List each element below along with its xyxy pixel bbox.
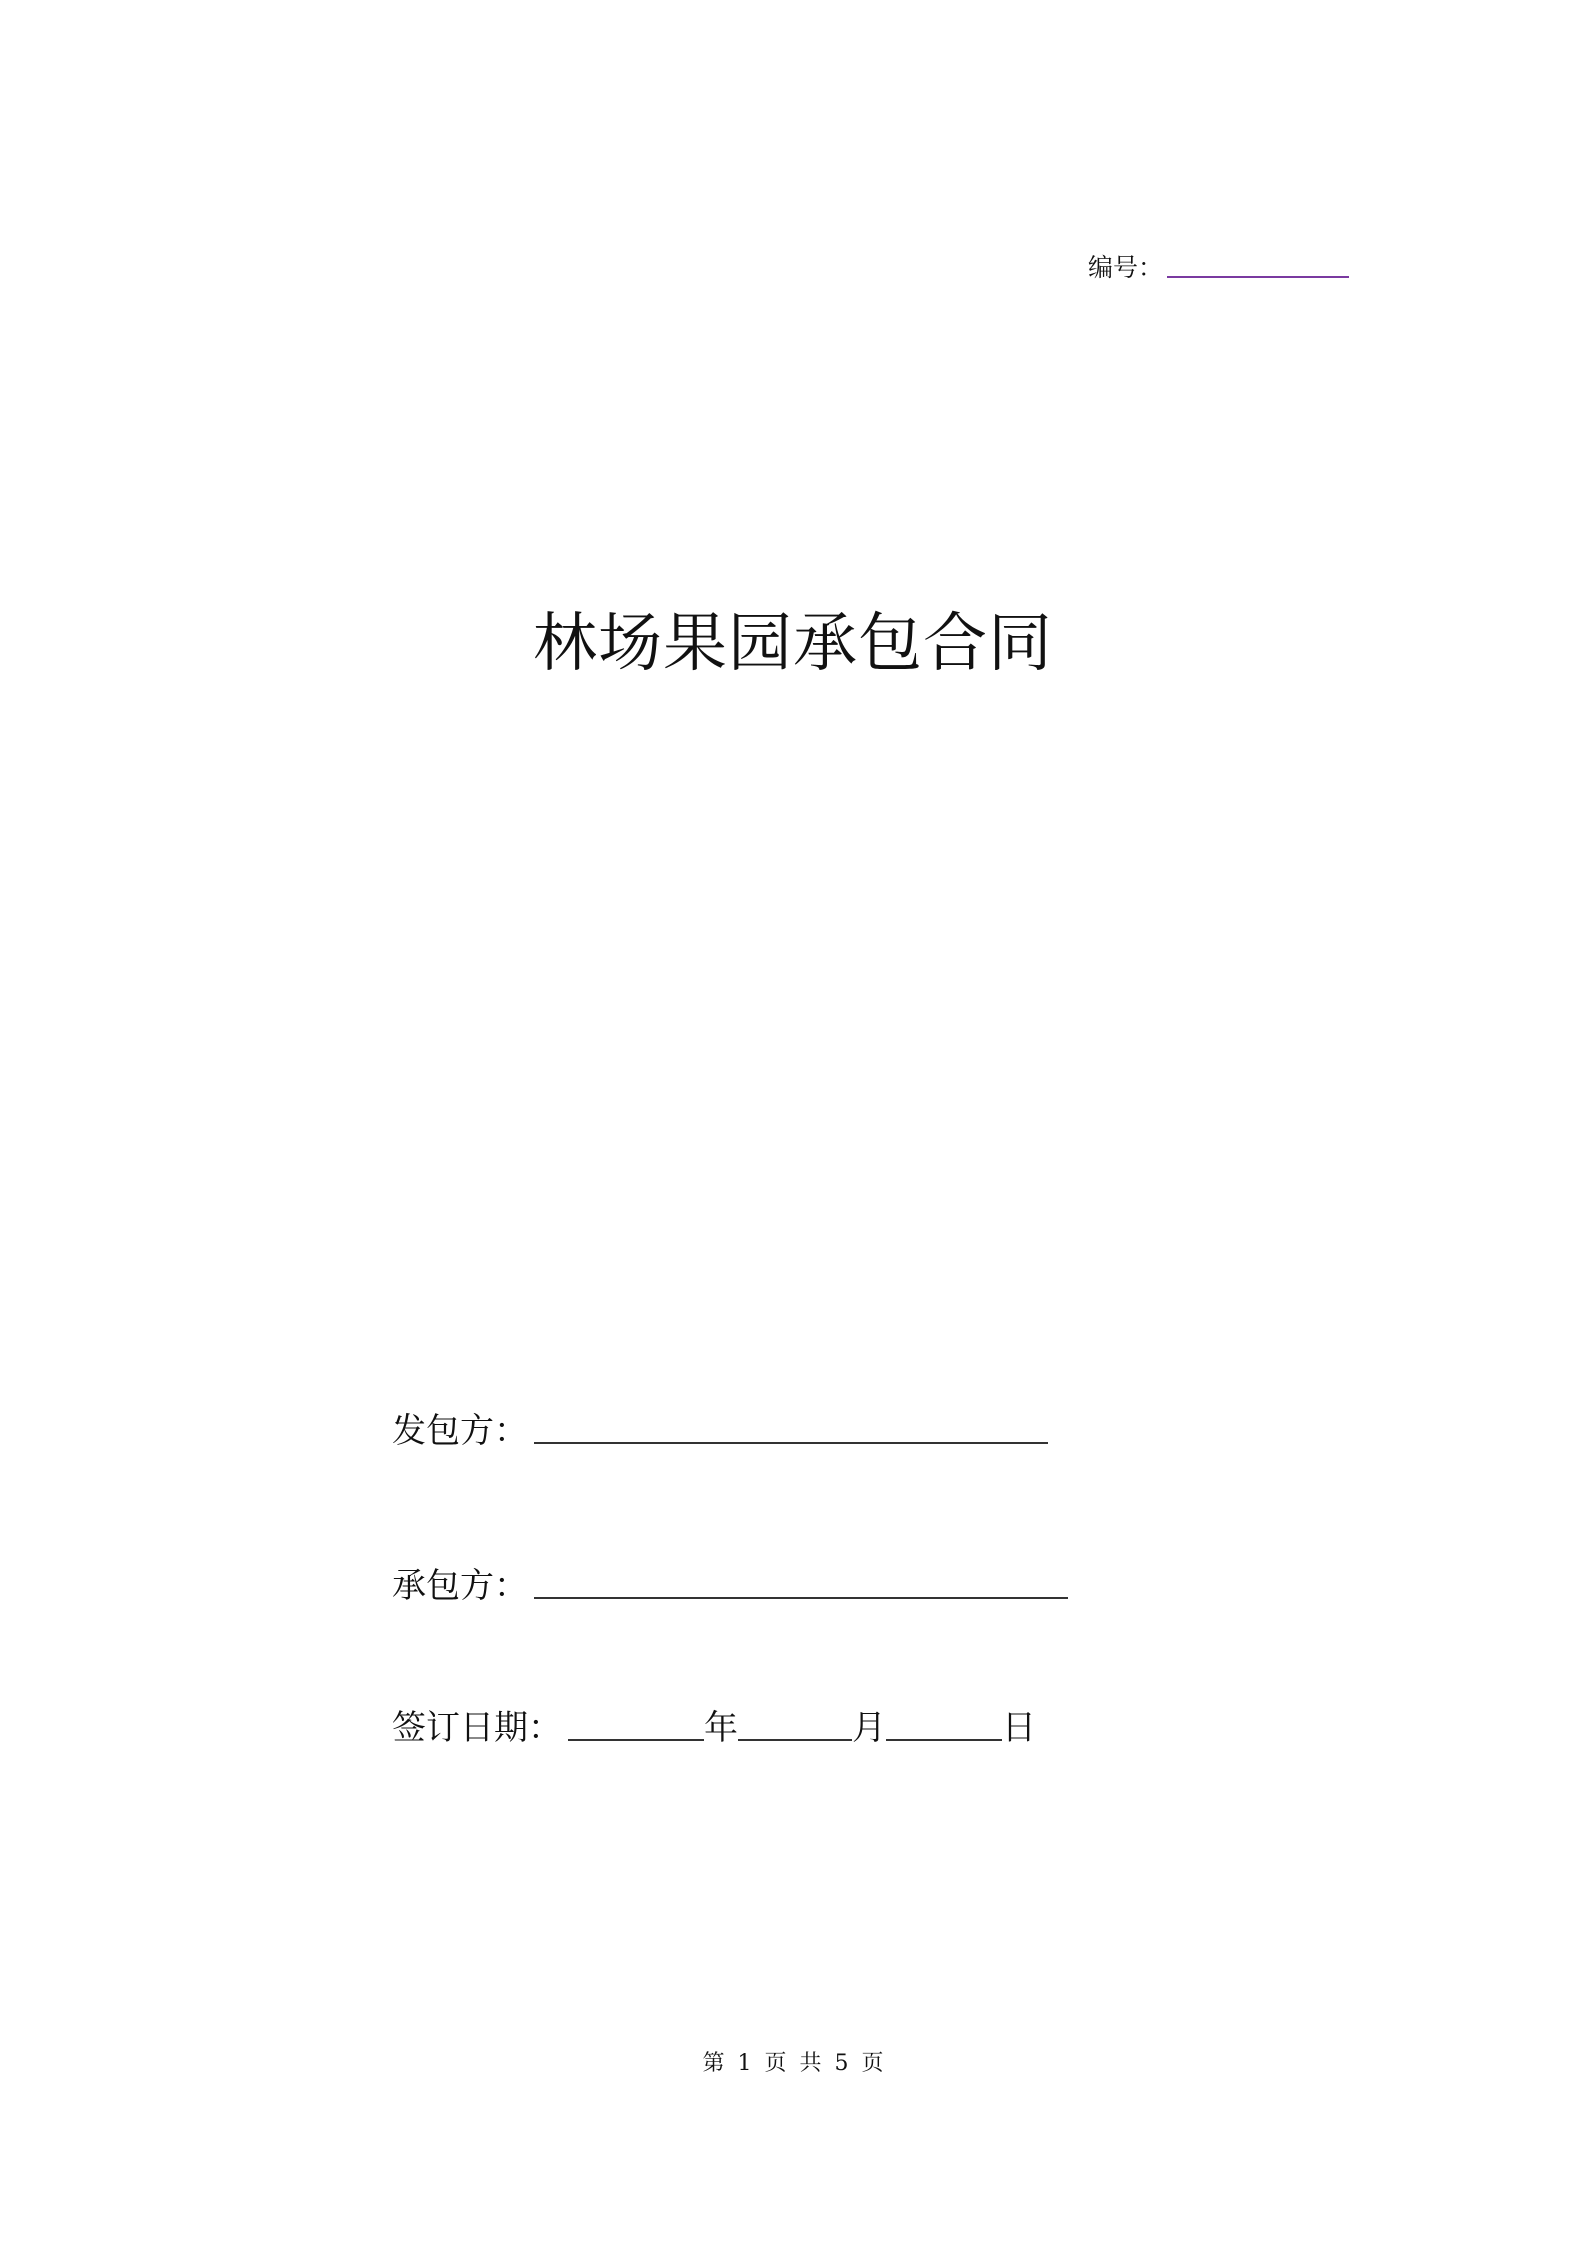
sign-month-unit: 月	[852, 1708, 886, 1748]
taker-label: 承包方：	[392, 1566, 528, 1606]
sign-date-label: 签订日期：	[392, 1708, 562, 1748]
sign-day-unit: 日	[1002, 1708, 1036, 1748]
document-number-blank[interactable]	[1167, 276, 1349, 278]
sign-day-blank[interactable]	[886, 1739, 1002, 1741]
issuer-label: 发包方：	[392, 1411, 528, 1451]
issuer-field	[392, 1400, 1048, 1451]
taker-field	[392, 1555, 1068, 1606]
document-title: 林场果园承包合同	[533, 607, 1053, 681]
document-number	[1088, 240, 1349, 280]
sign-month-blank[interactable]	[738, 1739, 852, 1741]
sign-year-unit: 年	[704, 1708, 738, 1748]
sign-date-field	[392, 1697, 1036, 1748]
issuer-blank[interactable]	[534, 1442, 1048, 1444]
page-footer: 第 1 页 共 5 页	[702, 2051, 884, 2076]
document-number-label: 编号：	[1088, 253, 1164, 282]
taker-blank[interactable]	[534, 1597, 1068, 1599]
sign-year-blank[interactable]	[568, 1739, 704, 1741]
